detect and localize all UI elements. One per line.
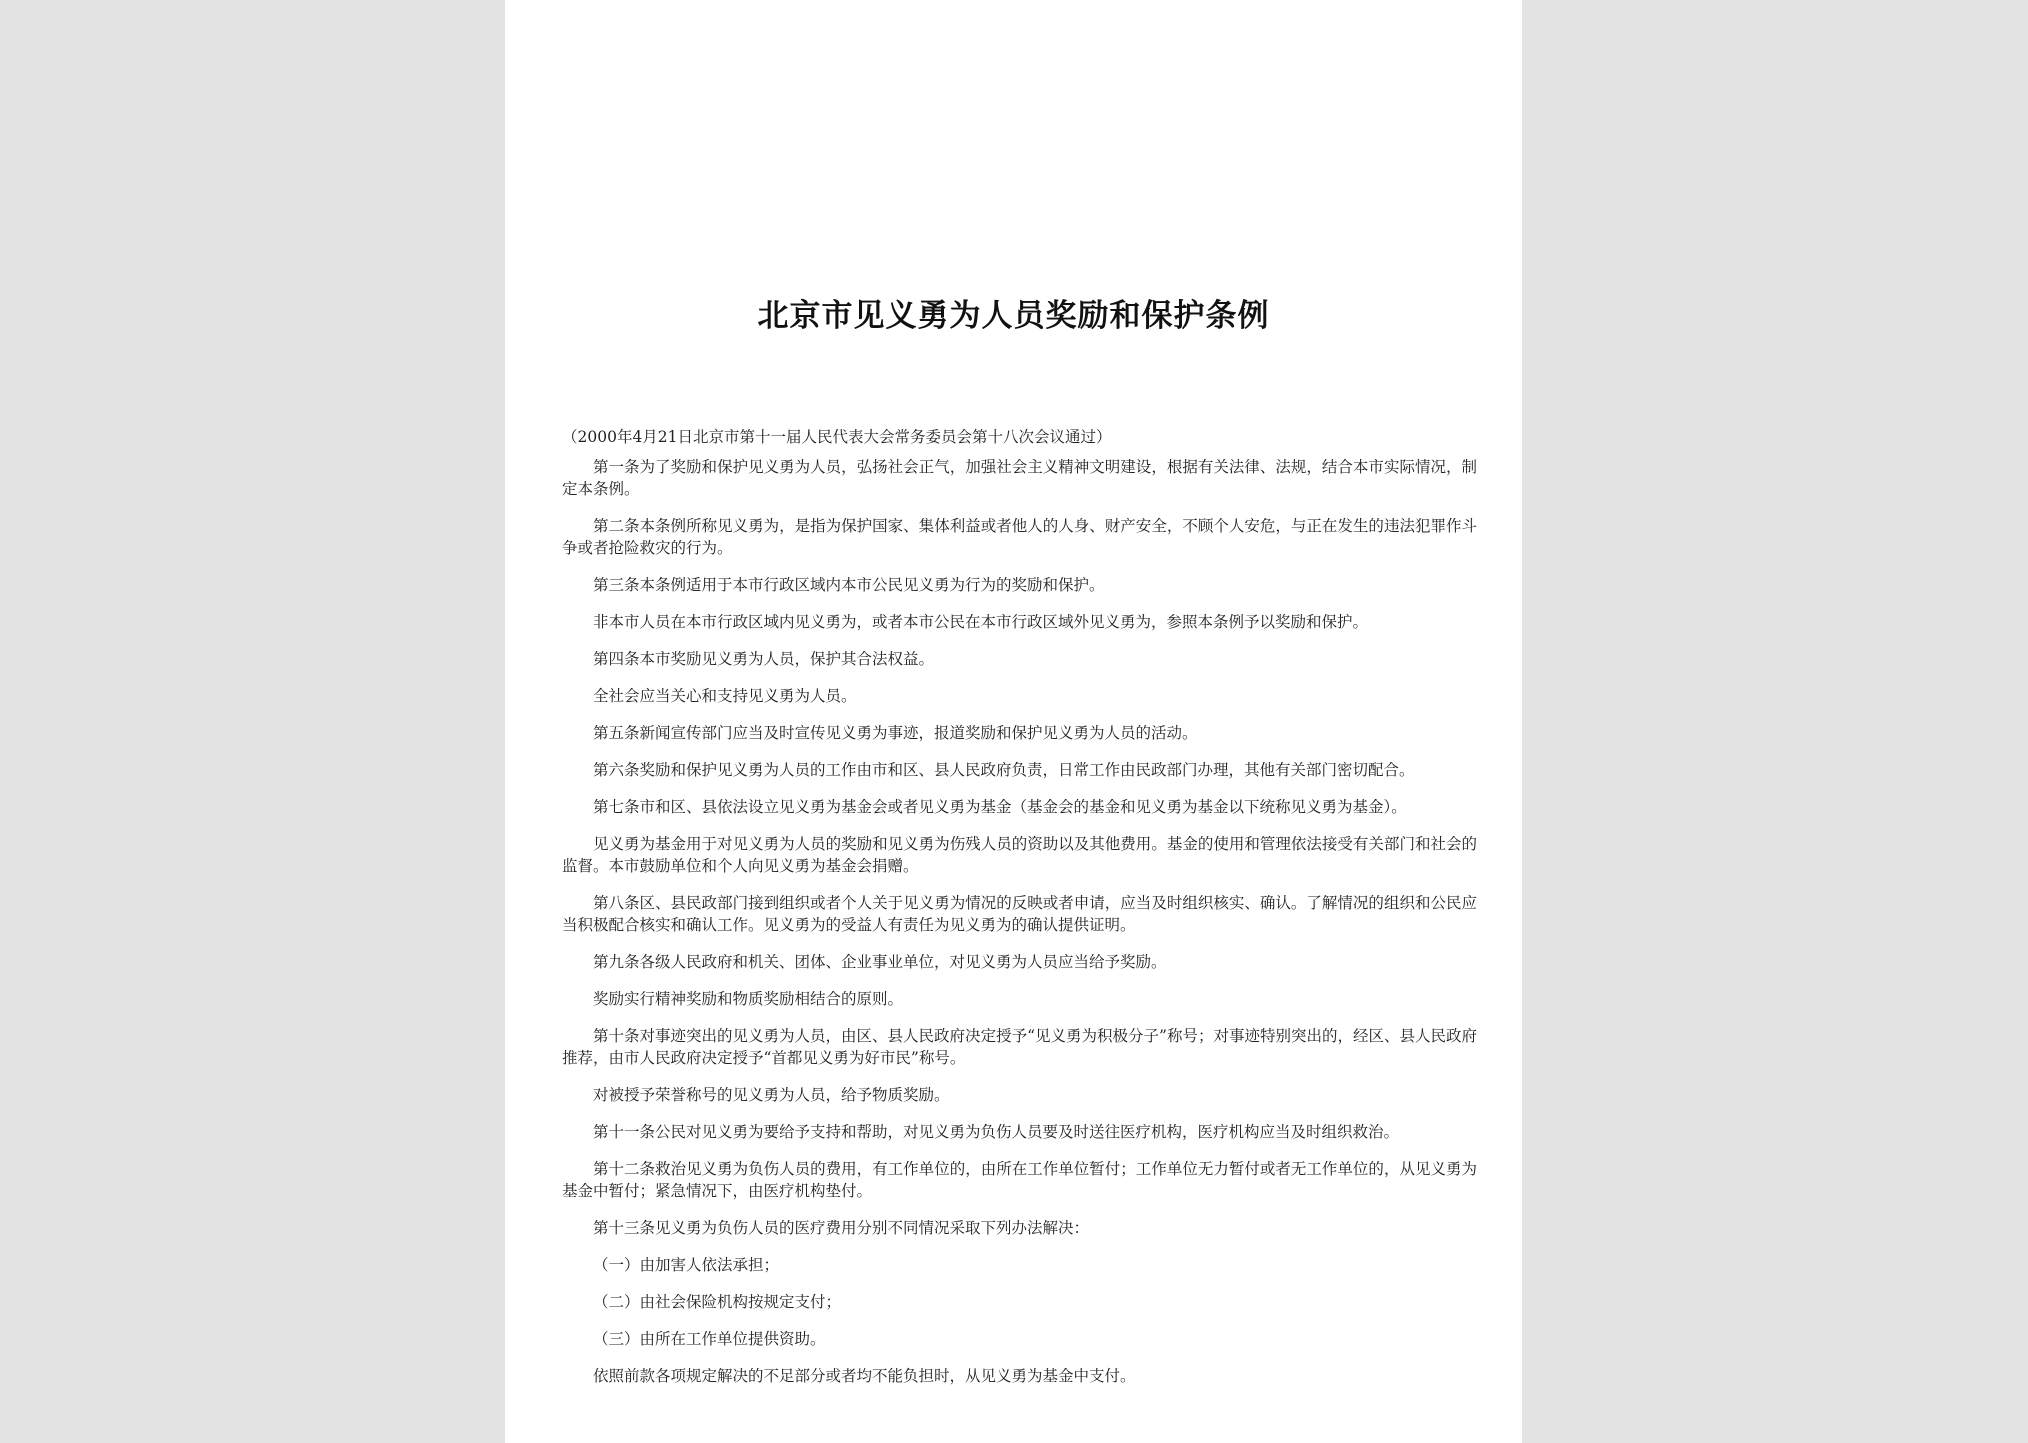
paragraph-article-13-item-1: （一）由加害人依法承担；	[593, 1256, 780, 1274]
paragraph-article-13-item-3: （三）由所在工作单位提供资助。	[593, 1330, 826, 1348]
paragraph-article-6: 第六条奖励和保护见义勇为人员的工作由市和区、县人民政府负责，日常工作由民政部门办理，其他有关部门密切配合。	[593, 761, 1415, 779]
paragraph-article-3-cont: 非本市人员在本市行政区域内见义勇为，或者本市公民在本市行政区域外见义勇为，参照本条例予以奖励和保护。	[593, 613, 1369, 631]
document-body	[562, 426, 1477, 1402]
paragraph-article-11: 第十一条公民对见义勇为要给予支持和帮助，对见义勇为负伤人员要及时送往医疗机构，医疗机构应当及时组织救治。	[593, 1123, 1400, 1141]
paragraph-article-12: 第十二条救治见义勇为负伤人员的费用，有工作单位的，由所在工作单位暂付；工作单位无力暂付或者无工作单位的，从见义勇为基金中暂付；紧急情况下，由医疗机构垫付。	[562, 1160, 1477, 1200]
paragraph-article-1: 第一条为了奖励和保护见义勇为人员，弘扬社会正气，加强社会主义精神文明建设，根据有关法律、法规，结合本市实际情况，制定本条例。	[562, 458, 1477, 498]
paragraph-article-13-cont: 依照前款各项规定解决的不足部分或者均不能负担时，从见义勇为基金中支付。	[593, 1367, 1136, 1385]
paragraph-article-10: 第十条对事迹突出的见义勇为人员，由区、县人民政府决定授予“见义勇为积极分子”称号；对事迹特别突出的，经区、县人民政府推荐，由市人民政府决定授予“首都见义勇为好市民”称号。	[562, 1027, 1477, 1067]
paragraph-article-4-cont: 全社会应当关心和支持见义勇为人员。	[593, 687, 857, 705]
document-page	[505, 0, 1522, 1443]
paragraph-article-13: 第十三条见义勇为负伤人员的医疗费用分别不同情况采取下列办法解决：	[593, 1219, 1090, 1237]
paragraph-article-7-cont: 见义勇为基金用于对见义勇为人员的奖励和见义勇为伤残人员的资助以及其他费用。基金的使用和管理依法接受有关部门和社会的监督。本市鼓励单位和个人向见义勇为基金会捐赠。	[562, 835, 1477, 875]
document-title: 北京市见义勇为人员奖励和保护条例	[757, 298, 1270, 334]
paragraph-article-4: 第四条本市奖励见义勇为人员，保护其合法权益。	[593, 650, 935, 668]
paragraph-article-2: 第二条本条例所称见义勇为，是指为保护国家、集体利益或者他人的人身、财产安全，不顾个人安危，与正在发生的违法犯罪作斗争或者抢险救灾的行为。	[562, 517, 1477, 557]
paragraph-article-13-item-2: （二）由社会保险机构按规定支付；	[593, 1293, 842, 1311]
paragraph-article-3: 第三条本条例适用于本市行政区域内本市公民见义勇为行为的奖励和保护。	[593, 576, 1105, 594]
paragraph-article-7: 第七条市和区、县依法设立见义勇为基金会或者见义勇为基金（基金会的基金和见义勇为基金以下统称见义勇为基金）。	[593, 798, 1407, 816]
adoption-note: （2000年4月21日北京市第十一届人民代表大会常务委员会第十八次会议通过）	[562, 428, 1112, 446]
paragraph-article-5: 第五条新闻宣传部门应当及时宣传见义勇为事迹，报道奖励和保护见义勇为人员的活动。	[593, 724, 1198, 742]
paragraph-article-10-cont: 对被授予荣誉称号的见义勇为人员，给予物质奖励。	[593, 1086, 950, 1104]
paragraph-article-9-cont: 奖励实行精神奖励和物质奖励相结合的原则。	[593, 990, 904, 1008]
paragraph-article-9: 第九条各级人民政府和机关、团体、企业事业单位，对见义勇为人员应当给予奖励。	[593, 953, 1167, 971]
paragraph-article-8: 第八条区、县民政部门接到组织或者个人关于见义勇为情况的反映或者申请，应当及时组织核实、确认。了解情况的组织和公民应当积极配合核实和确认工作。见义勇为的受益人有责任为见义勇为的确认提供证明。	[562, 894, 1477, 934]
